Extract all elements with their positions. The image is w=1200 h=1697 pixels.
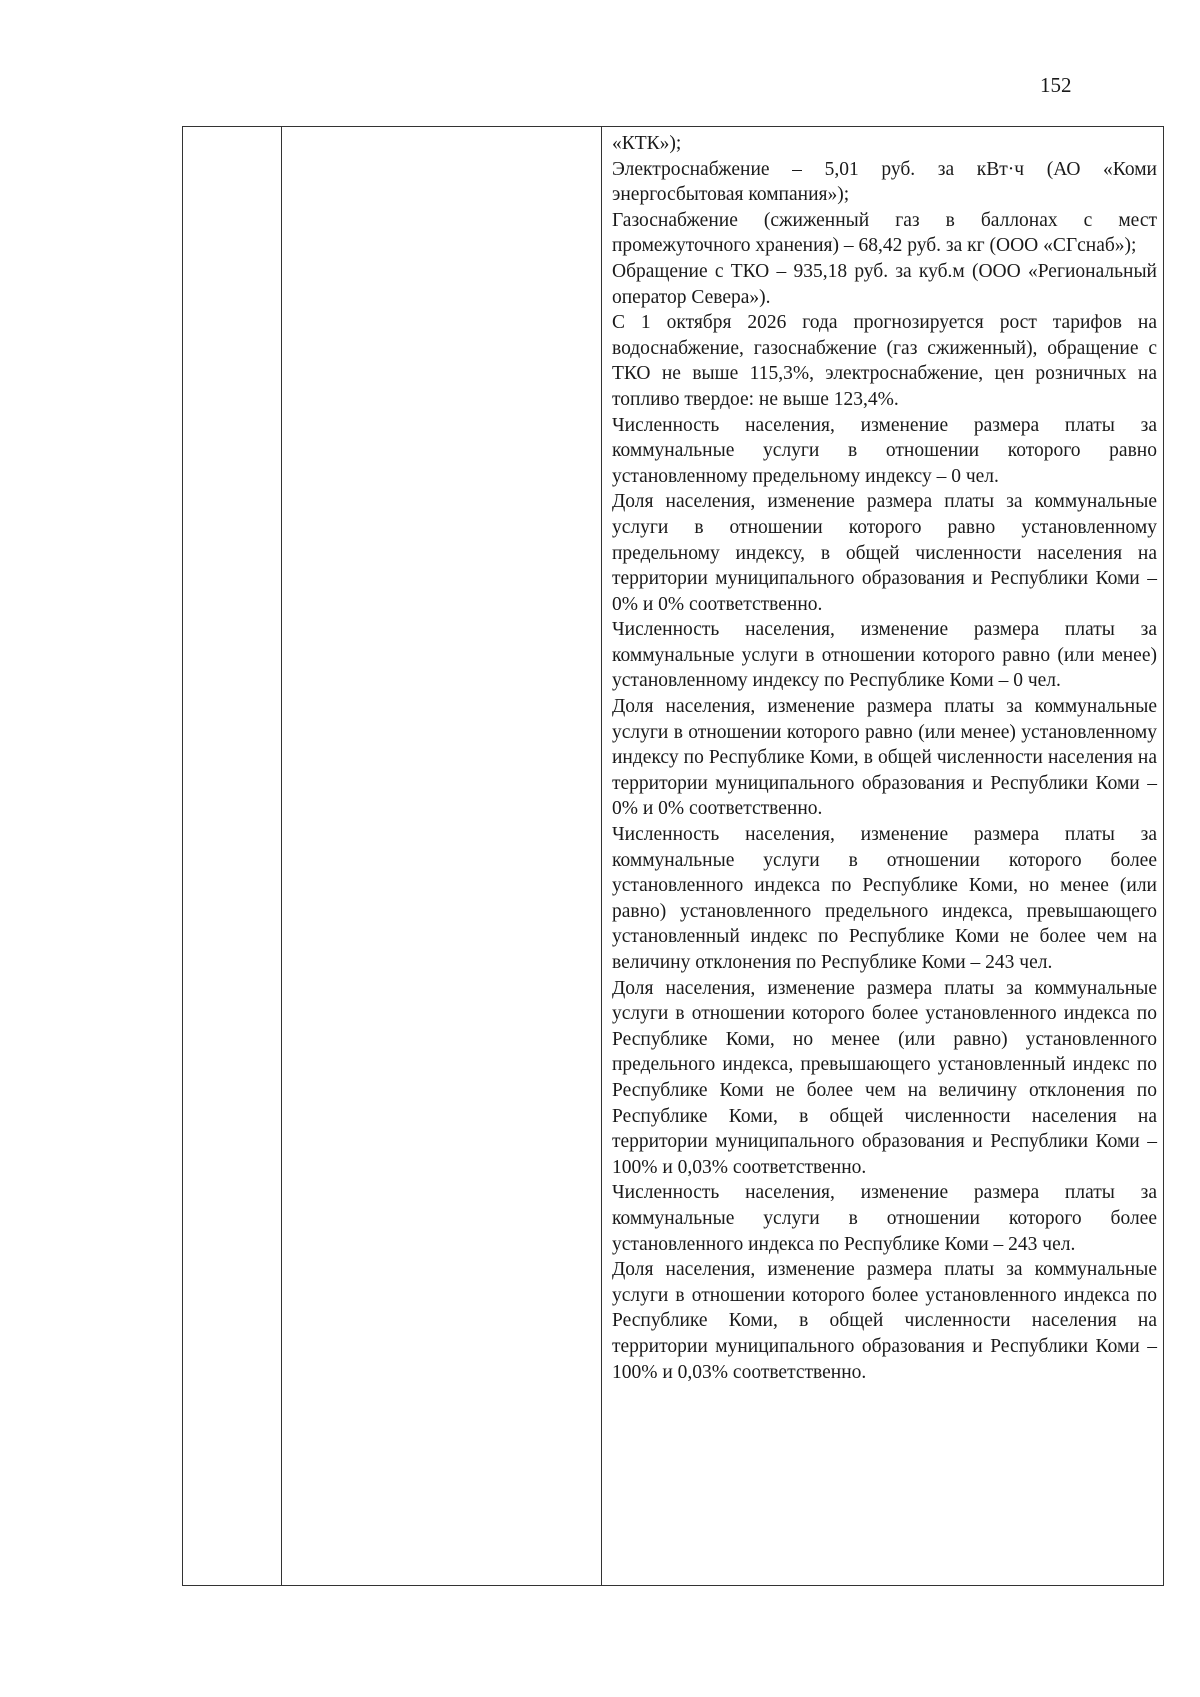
paragraph-population-below-index: Численность населения, изменение размера платы за коммунальные услуги в отношении которого равно (или менее) установленному индексу по Республике Коми – 0 чел. <box>612 619 1157 692</box>
table-column-divider <box>601 127 602 1585</box>
paragraph-electricity-tariff: Электроснабжение – 5,01 руб. за кВт·ч (АО «Коми энергосбытовая компания»); <box>612 158 1157 206</box>
paragraph-share-equal-limit: Доля населения, изменение размера платы за коммунальные услуги в отношении которого равно установленному предельному индексу, в общей численности населения на территории муниципального образования и Республики Коми – 0% и 0% соответственно. <box>612 491 1157 615</box>
document-table <box>182 126 1164 1586</box>
paragraph-population-above-index: Численность населения, изменение размера платы за коммунальные услуги в отношении которого более установленного индекса по Республике Коми – 243 чел. <box>612 1182 1157 1255</box>
paragraph-share-below-index: Доля населения, изменение размера платы за коммунальные услуги в отношении которого равно (или менее) установленному индексу по Республике Коми, в общей численности населения на территории муниципального образования и Республики Коми – 0% и 0% соответственно. <box>612 696 1157 820</box>
paragraph-tariff-forecast: С 1 октября 2026 года прогнозируется рост тарифов на водоснабжение, газоснабжение (газ сжиженный), обращение с ТКО не выше 115,3%, электроснабжение, цен розничных на топливо твердое: не выше 123,4%. <box>612 312 1157 410</box>
paragraph-waste-tariff: Обращение с ТКО – 935,18 руб. за куб.м (ООО «Региональный оператор Севера»). <box>612 260 1157 308</box>
page-number: 152 <box>1040 73 1072 97</box>
paragraph-ktk-tail: «КТК»); <box>612 133 682 154</box>
table-column-divider <box>281 127 282 1585</box>
paragraph-population-equal-limit: Численность населения, изменение размера платы за коммунальные услуги в отношении которого равно установленному предельному индексу – 0 чел. <box>612 414 1157 487</box>
paragraph-gas-tariff: Газоснабжение (сжиженный газ в баллонах с мест промежуточного хранения) – 68,42 руб. за кг (ООО «СГснаб»); <box>612 209 1157 257</box>
table-cell-description <box>612 131 1157 1385</box>
paragraph-population-between-index: Численность населения, изменение размера платы за коммунальные услуги в отношении которого более установленного индекса по Республике Коми, но менее (или равно) установленного предельного индекса, превышающего установленный индекс по Республике Коми не более чем на величину отклонения по Республике Коми – 243 чел. <box>612 824 1157 973</box>
paragraph-share-above-index: Доля населения, изменение размера платы за коммунальные услуги в отношении которого более установленного индекса по Республике Коми, в общей численности населения на территории муниципального образования и Республики Коми – 100% и 0,03% соответственно. <box>612 1259 1157 1383</box>
paragraph-share-between-index: Доля населения, изменение размера платы за коммунальные услуги в отношении которого более установленного индекса по Республике Коми, но менее (или равно) установленного предельного индекса, превышающего установленный индекс по Республике Коми не более чем на величину отклонения по Республике Коми, в общей численности населения на территории муниципального образования и Республики Коми – 100% и 0,03% соответственно. <box>612 977 1157 1178</box>
